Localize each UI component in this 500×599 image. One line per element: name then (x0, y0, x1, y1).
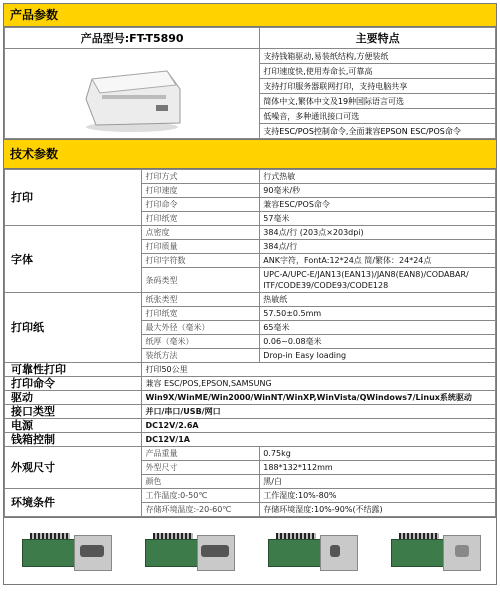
group-interface: 接口类型 (5, 405, 142, 419)
group-print: 打印 (5, 170, 142, 226)
spec-key: 打印纸宽 (142, 307, 260, 321)
spec-key: 打印质量 (142, 240, 260, 254)
group-size: 外观尺寸 (5, 447, 142, 489)
group-command: 打印命令 (5, 377, 142, 391)
spec-value: 存储环境湿度:10%-90%(不结露) (260, 503, 496, 517)
spec-key: 纸张类型 (142, 293, 260, 307)
model-label: 产品型号:FT-T5890 (5, 28, 260, 49)
spec-value: Win9X/WinME/Win2000/WinNT/WinXP,WinVista/QWindows7/Linux系统驱动 (142, 391, 496, 405)
product-params-header: 产品参数 (4, 4, 496, 27)
spec-value: 188*132*112mm (260, 461, 496, 475)
spec-sheet (3, 3, 497, 585)
spec-value: 65毫米 (260, 321, 496, 335)
spec-value: 热敏纸 (260, 293, 496, 307)
network-board-image (391, 531, 479, 571)
spec-value: DC12V/1A (142, 433, 496, 447)
spec-key: 装纸方法 (142, 349, 260, 363)
tech-params-header: 技术参数 (4, 139, 496, 169)
spec-key: 存储环境温度:-20-60℃ (142, 503, 260, 517)
spec-value: 打印50公里 (142, 363, 496, 377)
spec-key: 打印方式 (142, 170, 260, 184)
printer-photo (5, 49, 260, 139)
feature-item: 支持打印服务器联网打印，支持电脑共享 (260, 79, 496, 94)
features-title: 主要特点 (260, 28, 496, 49)
spec-value: DC12V/2.6A (142, 419, 496, 433)
spec-value: 黑/白 (260, 475, 496, 489)
usb-board-image (268, 531, 356, 571)
spec-key: 纸厚（毫米） (142, 335, 260, 349)
spec-value: 兼容 ESC/POS,EPSON,SAMSUNG (142, 377, 496, 391)
spec-value: UPC-A/UPC-E/JAN13(EAN13)/JAN8(EAN8)/CODABAR/ ITF/CODE39/CODE93/CODE128 (260, 268, 496, 293)
spec-key: 条码类型 (142, 268, 260, 293)
spec-key: 打印命令 (142, 198, 260, 212)
spec-value: 384点/行 (260, 240, 496, 254)
group-font: 字体 (5, 226, 142, 293)
spec-key: 产品重量 (142, 447, 260, 461)
group-power: 电源 (5, 419, 142, 433)
group-paper: 打印纸 (5, 293, 142, 363)
spec-value: 并口/串口/USB/网口 (142, 405, 496, 419)
spec-key: 外型尺寸 (142, 461, 260, 475)
product-table (4, 27, 496, 139)
feature-item: 低噪音，多种通讯接口可选 (260, 109, 496, 124)
feature-item: 简体中文,繁体中文及19种国际语言可选 (260, 94, 496, 109)
spec-value: 0.06~0.08毫米 (260, 335, 496, 349)
spec-key: 最大外径（毫米） (142, 321, 260, 335)
serial-board-image (22, 531, 110, 571)
feature-item: 支持钱箱驱动,易装纸结构,方便装纸 (260, 49, 496, 64)
spec-value: 384点/行 (203点×203dpi) (260, 226, 496, 240)
tech-table (4, 169, 496, 517)
spec-key: 打印纸宽 (142, 212, 260, 226)
feature-item: 打印速度快,使用寿命长,可靠高 (260, 64, 496, 79)
spec-key: 颜色 (142, 475, 260, 489)
group-driver: 驱动 (5, 391, 142, 405)
feature-item: 支持ESC/POS控制命令,全面兼容EPSON ESC/POS命令 (260, 124, 496, 139)
spec-value: 0.75kg (260, 447, 496, 461)
spec-value: ANK字符，FontA:12*24点 简/繁体：24*24点 (260, 254, 496, 268)
spec-value: 兼容ESC/POS命令 (260, 198, 496, 212)
parallel-board-image (145, 531, 233, 571)
spec-value: 90毫米/秒 (260, 184, 496, 198)
spec-key: 打印速度 (142, 184, 260, 198)
group-reliability: 可靠性打印 (5, 363, 142, 377)
spec-key: 工作温度:0-50℃ (142, 489, 260, 503)
printer-icon (72, 49, 192, 135)
spec-key: 打印字符数 (142, 254, 260, 268)
spec-value: 57毫米 (260, 212, 496, 226)
spec-key: 点密度 (142, 226, 260, 240)
group-cashbox: 钱箱控制 (5, 433, 142, 447)
spec-value: Drop-in Easy loading (260, 349, 496, 363)
spec-value: 工作湿度:10%-80% (260, 489, 496, 503)
interface-boards-photos (4, 517, 496, 584)
spec-value: 57.50±0.5mm (260, 307, 496, 321)
group-env: 环境条件 (5, 489, 142, 517)
spec-value: 行式热敏 (260, 170, 496, 184)
